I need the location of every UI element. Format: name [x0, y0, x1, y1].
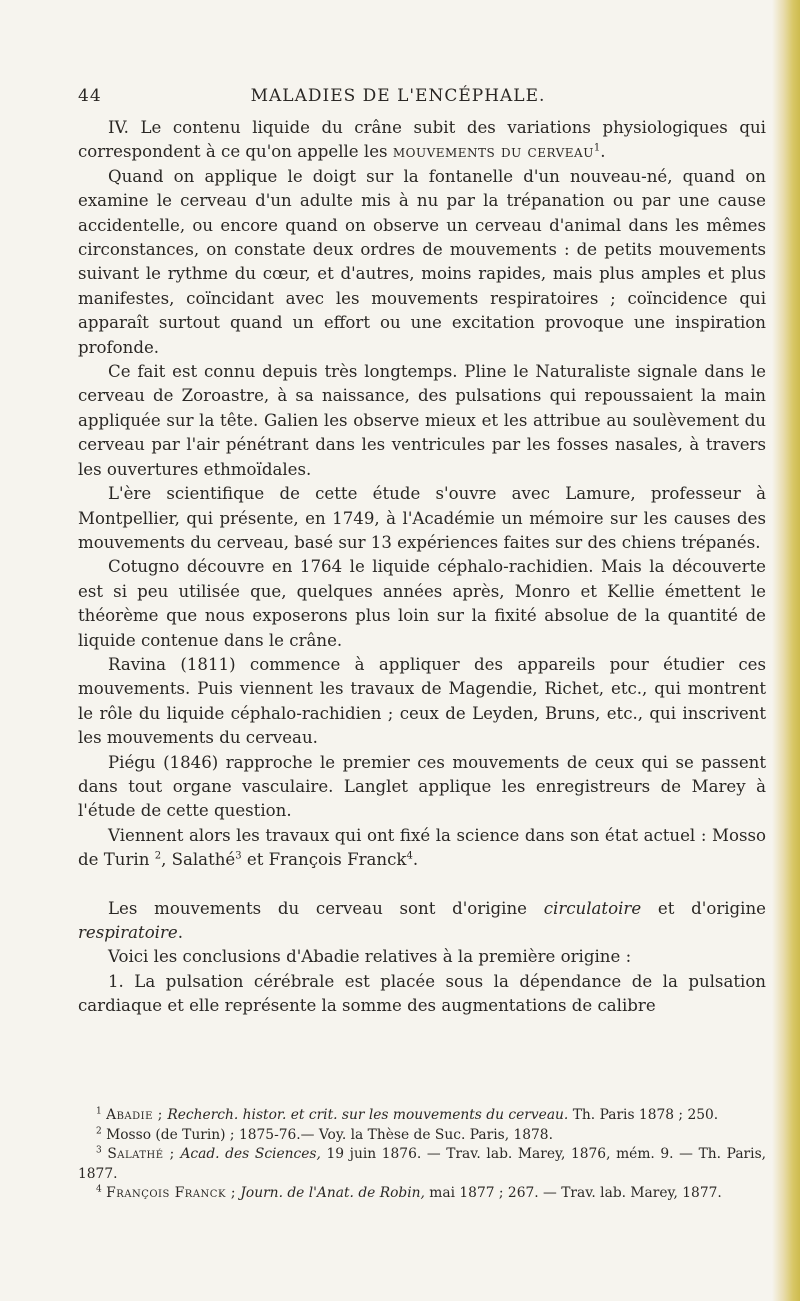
footnote-ref: 3 [235, 850, 242, 862]
paragraph: Piégu (1846) rapproche le premier ces mouvements de ceux qui se passent dans tout organe vasculaire. Langlet applique les enregistreurs de Marey à l'étude de cette question. [78, 752, 766, 821]
footnote-ref: 4 [406, 850, 413, 862]
paragraph: Quand on applique le doigt sur la fontanelle d'un nouveau-né, quand on examine le cerveau d'un adulte mis à nu par la trépanation ou par une cause accidentelle, ou encore quand on observe un cerveau d'animal dans les mêmes circonstances, on constate deux ordres de mouvements : de petits mouvements suivant le rythme du cœur, et d'autres, moins rapides, mais plus amples et plus manifestes, coïncidant avec les mouvements respiratoires ; coïncidence qui apparaît surtout quand un effort ou une excitation provoque une inspiration profonde. [78, 166, 766, 357]
page-number: 44 [78, 86, 102, 106]
paragraph: IV. Le contenu liquide du crâne subit des variations physiologiques qui correspondent à ce qu'on appelle les mouvements du cerveau$^1$. [78, 118, 766, 162]
paragraph: Cotugno découvre en 1764 le liquide céphalo-rachidien. Mais la découverte est si peu utilisée que, quelques années après, Monro et Kellie émettent le théorème que nous exposerons plus loin sur la fixité absolue de la quantité de liquide contenue dans le crâne. [78, 557, 766, 650]
paragraph: L'ère scientifique de cette étude s'ouvre avec Lamure, professeur à Montpellier, qui présente, en 1749, à l'Académie un mémoire sur les causes des mouvements du cerveau, basé sur 13 expériences faites sur des chiens trépanés. [78, 484, 766, 552]
footnotes [78, 1106, 766, 1204]
paragraph: Voici les conclusions d'Abadie relatives à la première origine : [108, 947, 632, 967]
paragraph: Ce fait est connu depuis très longtemps. Pline le Naturaliste signale dans le cerveau de Zoroastre, à sa naissance, des pulsations qui repoussaient la main appliquée sur la tête. Galien les observe mieux et les attribue au soulèvement du cerveau par l'air pénétrant dans les ventricules par les fosses nasales, à travers les ouvertures ethmoïdales. [78, 362, 766, 479]
page-edge [772, 0, 800, 1301]
paragraph: Viennent alors les travaux qui ont fixé la science dans son état actuel : Mosso de Turin $^2$, Salathé$^3$ et François Franck$^4$. [78, 825, 766, 870]
footnote: $^4$ François Franck ; Journ. de l'Anat. de Robin, mai 1877 ; 267. — Trav. lab. Marey, 1877. [96, 1184, 722, 1202]
running-title: MALADIES DE L'ENCÉPHALE. [250, 86, 546, 106]
italic-term: respiratoire [78, 923, 178, 942]
footnote-ref: 1 [593, 142, 601, 154]
paragraph: Les mouvements du cerveau sont d'origine circulatoire et d'origine respiratoire. [78, 898, 766, 942]
footnote: $^3$ Salathé ; Acad. des Sciences, 19 juin 1876. — Trav. lab. Marey, 1876, mém. 9. — Th. Paris, 1877. [78, 1145, 767, 1182]
body-text [78, 116, 766, 1019]
term-small-caps: mouvements du cerveau [392, 142, 594, 162]
paragraph: Ravina (1811) commence à appliquer des appareils pour étudier ces mouvements. Puis viennent les travaux de Magendie, Richet, etc., qui montrent le rôle du liquide céphalo-rachidien ; ceux de Leyden, Bruns, etc., qui inscrivent les mouvements du cerveau. [78, 654, 766, 748]
footnote: $^1$ Abadie ; Recherch. histor. et crit. sur les mouvements du cerveau. Th. Paris 1878 ; 250. [96, 1106, 719, 1123]
footnote-ref: 2 [154, 850, 162, 862]
page-header [78, 86, 766, 110]
paragraph: 1. La pulsation cérébrale est placée sous la dépendance de la pulsation cardiaque et elle représente la somme des augmentations de calibre [78, 971, 766, 1016]
footnote: $^2$ Mosso (de Turin) ; 1875-76.— Voy. la Thèse de Suc. Paris, 1878. [96, 1126, 553, 1143]
italic-term: circulatoire [543, 898, 642, 918]
